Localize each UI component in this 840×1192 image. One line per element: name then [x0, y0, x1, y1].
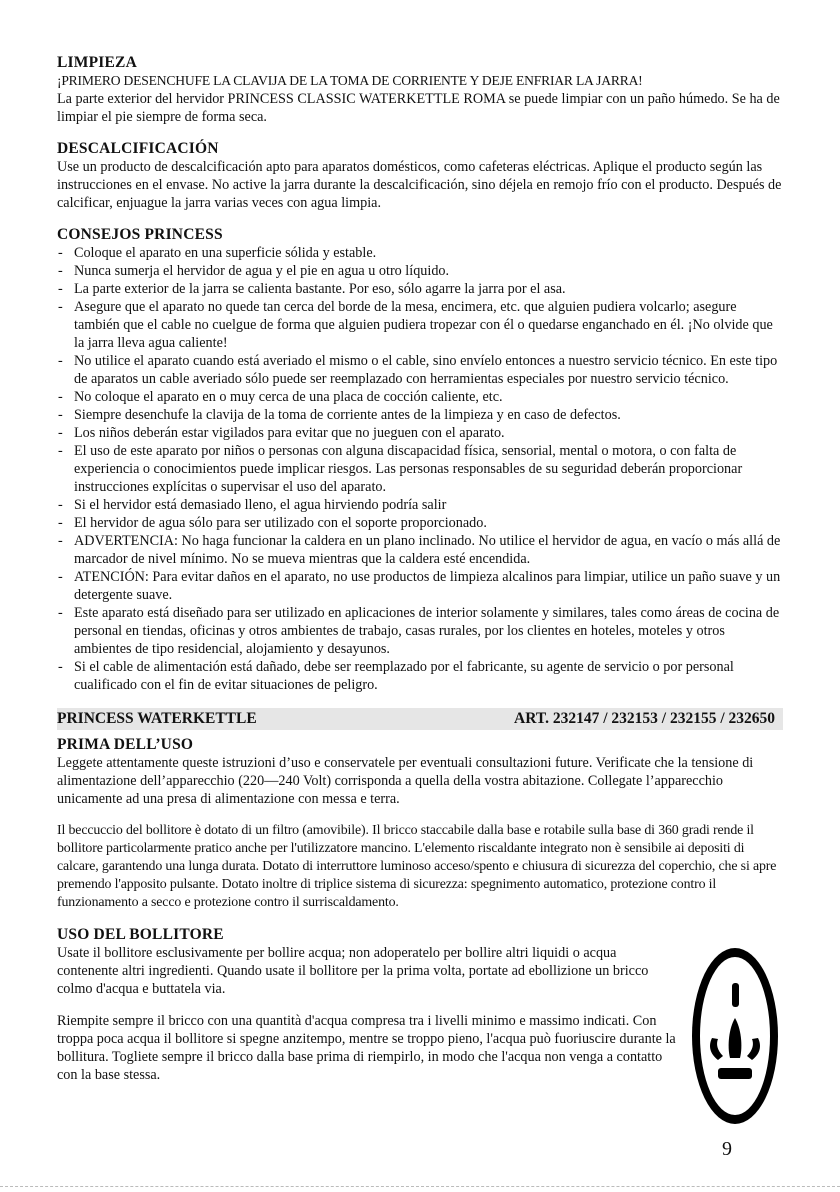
heading-prima: PRIMA DELL’USO: [57, 736, 194, 753]
list-item: - La parte exterior de la jarra se calienta bastante. Por eso, sólo agarre la jarra por el asa.: [57, 280, 783, 298]
list-item: - No coloque el aparato en o muy cerca de una placa de cocción caliente, etc.: [57, 388, 783, 406]
descalcificacion-text: Use un producto de descalcificación apto para aparatos domésticos, como cafeteras eléctricas. Aplique el producto según las instrucciones en el envase. No active la jarra durante la descalcificación, sino déjela en remojo frío con el producto. Después de calcificar, enjuague la jarra varias veces con agua limpia.: [57, 159, 782, 211]
list-item: - Nunca sumerja el hervidor de agua y el pie en agua u otro líquido.: [57, 262, 783, 280]
limpieza-text: La parte exterior del hervidor PRINCESS CLASSIC WATERKETTLE ROMA se puede limpiar con un paño húmedo. Se ha de limpiar el pie siempre de forma seca.: [57, 91, 780, 125]
section-uso: [57, 926, 677, 1084]
section-descalcificacion: [57, 140, 783, 212]
banner-article-numbers: ART. 232147 / 232153 / 232155 / 232650: [514, 710, 775, 727]
section-prima: [57, 736, 783, 912]
list-item: - ATENCIÓN: Para evitar daños en el aparato, no use productos de limpieza alcalinos para limpiar, utilice un paño suave y un detergente suave.: [57, 568, 783, 604]
heading-descalcificacion: DESCALCIFICACIÓN: [57, 140, 219, 157]
uso-text-2: Riempite sempre il bricco con una quantità d'acqua compresa tra i livelli minimo e massimo indicati. Con troppa poca acqua il bollitore si spegne anzitempo, mentre se troppo pieno, l'acqua può fuoriuscire durante la bollitura. Togliete sempre il bricco dalla base prima di riempirlo, in modo che l'acqua non venga a contatto con la base stessa.: [57, 1013, 676, 1083]
heading-uso: USO DEL BOLLITORE: [57, 926, 224, 943]
section-limpieza: [57, 54, 783, 126]
heading-limpieza: LIMPIEZA: [57, 54, 137, 71]
document-page: [57, 54, 783, 1084]
list-item: - Los niños deberán estar vigilados para evitar que no jueguen con el aparato.: [57, 424, 783, 442]
limpieza-warning: ¡PRIMERO DESENCHUFE LA CLAVIJA DE LA TOMA DE CORRIENTE Y DEJE ENFRIAR LA JARRA!: [57, 73, 643, 88]
list-item: - Asegure que el aparato no quede tan cerca del borde de la mesa, encimera, etc. que alguien pudiera volcarlo; asegure también que el cable no cuelgue de forma que alguien pudiera tropezar con él o quedarse enganchado en él. ¡No olvide que la jarra lleva agua caliente!: [57, 298, 783, 352]
banner-product-name: PRINCESS WATERKETTLE: [57, 710, 257, 727]
list-item: - Este aparato está diseñado para ser utilizado en aplicaciones de interior solamente y similares, tales como áreas de cocina de personal en tiendas, oficinas y otros ambientes de trabajo, casas rurales, por los clientes en hoteles, moteles y otros ambientes de tipo residencial, alojamiento y desayunos.: [57, 604, 783, 658]
uso-text-1: Usate il bollitore esclusivamente per bollire acqua; non adoperatelo per bollire altri liquidi o acqua contenente altri ingredienti. Quando usate il bollitore per la prima volta, portate ad ebollizione un bricco colmo d'acqua e buttatela via.: [57, 945, 649, 997]
list-item: - Si el cable de alimentación está dañado, debe ser reemplazado por el fabricante, su agente de servicio o por personal cualificado con el fin de evitar situaciones de peligro.: [57, 658, 783, 694]
list-item: - Coloque el aparato en una superficie sólida y estable.: [57, 244, 783, 262]
list-item: - Siempre desenchufe la clavija de la toma de corriente antes de la limpieza y en caso de defectos.: [57, 406, 783, 424]
prima-text-2: Il beccuccio del bollitore è dotato di un filtro (amovibile). Il bricco staccabile dalla base e rotabile sulla base di 360 gradi rende il bollitore particolarmente pratico anche per l'utilizzatore mancino. L'elemento riscaldante integrato non è sensibile ai depositi di calcare, garantendo una lunga durata. Dotato di interruttore luminoso acceso/spento e chiusura di sicurezza del coperchio, che si apre premendo l'apposito pulsante. Dotato inoltre di triplice sistema di sicurezza: spegnimento automatico, protezione contro il funzionamento a secco e protezione contro il surriscaldamento.: [57, 823, 777, 910]
list-item: - El uso de este aparato por niños o personas con alguna discapacidad física, sensorial, mental o motora, o con falta de experiencia o conocimientos puede implicar riesgos. Las personas responsables de su seguridad deberán proporcionar instrucciones explícitas o supervisar el uso del aparato.: [57, 442, 783, 496]
product-banner: [57, 708, 783, 730]
footer-divider: [0, 1186, 840, 1187]
list-item: - El hervidor de agua sólo para ser utilizado con el soporte proporcionado.: [57, 514, 783, 532]
prima-text-1: Leggete attentamente queste istruzioni d’uso e conservatele per eventuali consultazioni future. Verificate che la tensione di alimentazione dell’apparecchio (220—240 Volt) corrisponda a quella della vostra abitazione. Collegate l’apparecchio unicamente ad una presa di alimentazione con messa e terra.: [57, 755, 754, 807]
heading-consejos: CONSEJOS PRINCESS: [57, 226, 223, 243]
section-consejos: [57, 226, 783, 694]
list-item: - Si el hervidor está demasiado lleno, el agua hirviendo podría salir: [57, 496, 783, 514]
page-number: 9: [722, 1138, 732, 1160]
list-item: - No utilice el aparato cuando está averiado el mismo o el cable, sino envíelo entonces a nuestro servicio técnico. En este tipo de aparatos un cable averiado sólo puede ser reemplazado con herramientas especiales por nuestro servicio técnico.: [57, 352, 783, 388]
list-item: - ADVERTENCIA: No haga funcionar la caldera en un plano inclinado. No utilice el hervidor de agua, en vacío o más allá de marcador de nivel mínimo. No se mueva mientras que la caldera esté encendida.: [57, 532, 783, 568]
consejos-list: [57, 244, 783, 694]
italian-language-badge-icon: [690, 946, 780, 1126]
